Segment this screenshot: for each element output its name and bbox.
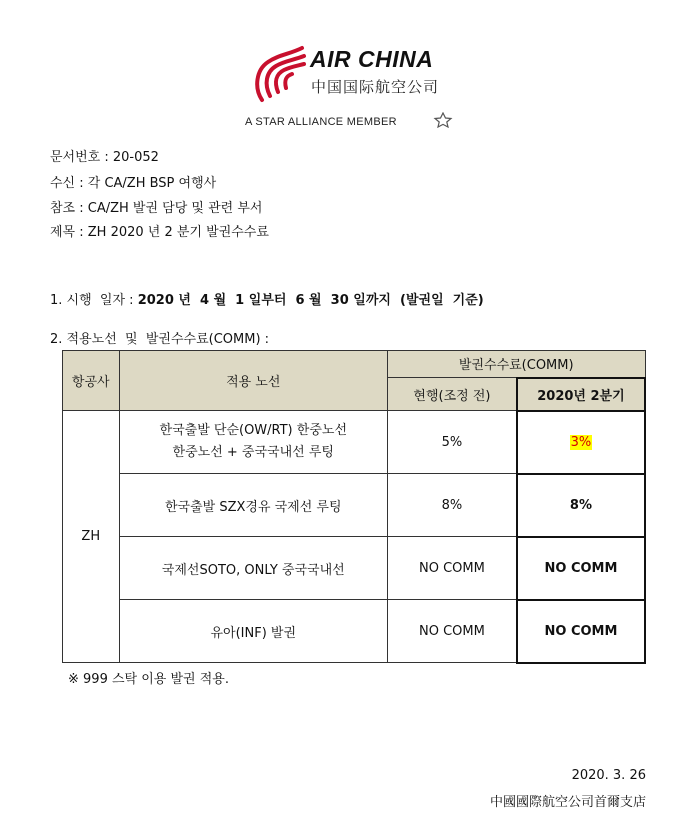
phoenix-icon xyxy=(250,40,308,106)
commission-table xyxy=(62,350,646,664)
effective-date-value: 2020 년 4 월 1 일부터 6 월 30 일까지 (발권일 기준) xyxy=(137,293,484,308)
footnote: ※ 999 스탁 이용 발권 적용. xyxy=(68,672,229,687)
header-route: 적용 노선 xyxy=(119,351,387,411)
route-line: 한국출발 단순(OW/RT) 한중노선 xyxy=(159,423,347,438)
table-row xyxy=(63,411,646,474)
new-rate: NO COMM xyxy=(517,537,645,600)
effective-date xyxy=(50,289,484,308)
route-cell: 한국출발 SZX경유 국제선 루팅 xyxy=(119,474,387,537)
table-row xyxy=(63,600,646,663)
air-china-logo xyxy=(245,38,465,138)
section2-heading: 2. 적용노선 및 발권수수료(COMM) : xyxy=(50,332,270,347)
current-rate: 8% xyxy=(387,474,516,537)
header-airline: 항공사 xyxy=(63,351,120,411)
header-current: 현행(조정 전) xyxy=(387,378,516,411)
issue-date: 2020. 3. 26 xyxy=(571,768,646,783)
brand-wordmark: AIR CHINA xyxy=(310,46,434,72)
route-cell: 국제선SOTO, ONLY 중국국내선 xyxy=(119,537,387,600)
current-rate: NO COMM xyxy=(387,600,516,663)
header-new: 2020년 2분기 xyxy=(517,378,645,411)
route-cell: 유아(INF) 발권 xyxy=(119,600,387,663)
current-rate: 5% xyxy=(387,411,516,474)
table-row xyxy=(63,537,646,600)
brand-chinese-name: 中国国际航空公司 xyxy=(311,78,440,96)
table-row xyxy=(63,474,646,537)
new-rate-cell xyxy=(517,411,645,474)
new-rate: NO COMM xyxy=(517,600,645,663)
airline-cell: ZH xyxy=(63,411,120,663)
new-rate-highlight: 3% xyxy=(570,434,592,450)
header-commission: 발권수수료(COMM) xyxy=(387,351,645,378)
doc-number: 문서번호 : 20-052 xyxy=(50,150,159,165)
reference: 참조 : CA/ZH 발권 담당 및 관련 부서 xyxy=(50,201,263,216)
route-cell xyxy=(119,411,387,474)
issuing-branch: 中國國際航空公司首爾支店 xyxy=(489,795,646,810)
subject: 제목 : ZH 2020 년 2 분기 발권수수료 xyxy=(50,225,269,240)
star-alliance-icon xyxy=(430,112,456,128)
route-line: 한중노선 + 중국국내선 루팅 xyxy=(172,445,334,460)
effective-date-label: 1. 시행 일자 : xyxy=(50,293,138,308)
current-rate: NO COMM xyxy=(387,537,516,600)
recipient: 수신 : 각 CA/ZH BSP 여행사 xyxy=(50,176,217,191)
alliance-tagline: A STAR ALLIANCE MEMBER xyxy=(245,116,397,128)
new-rate: 8% xyxy=(517,474,645,537)
